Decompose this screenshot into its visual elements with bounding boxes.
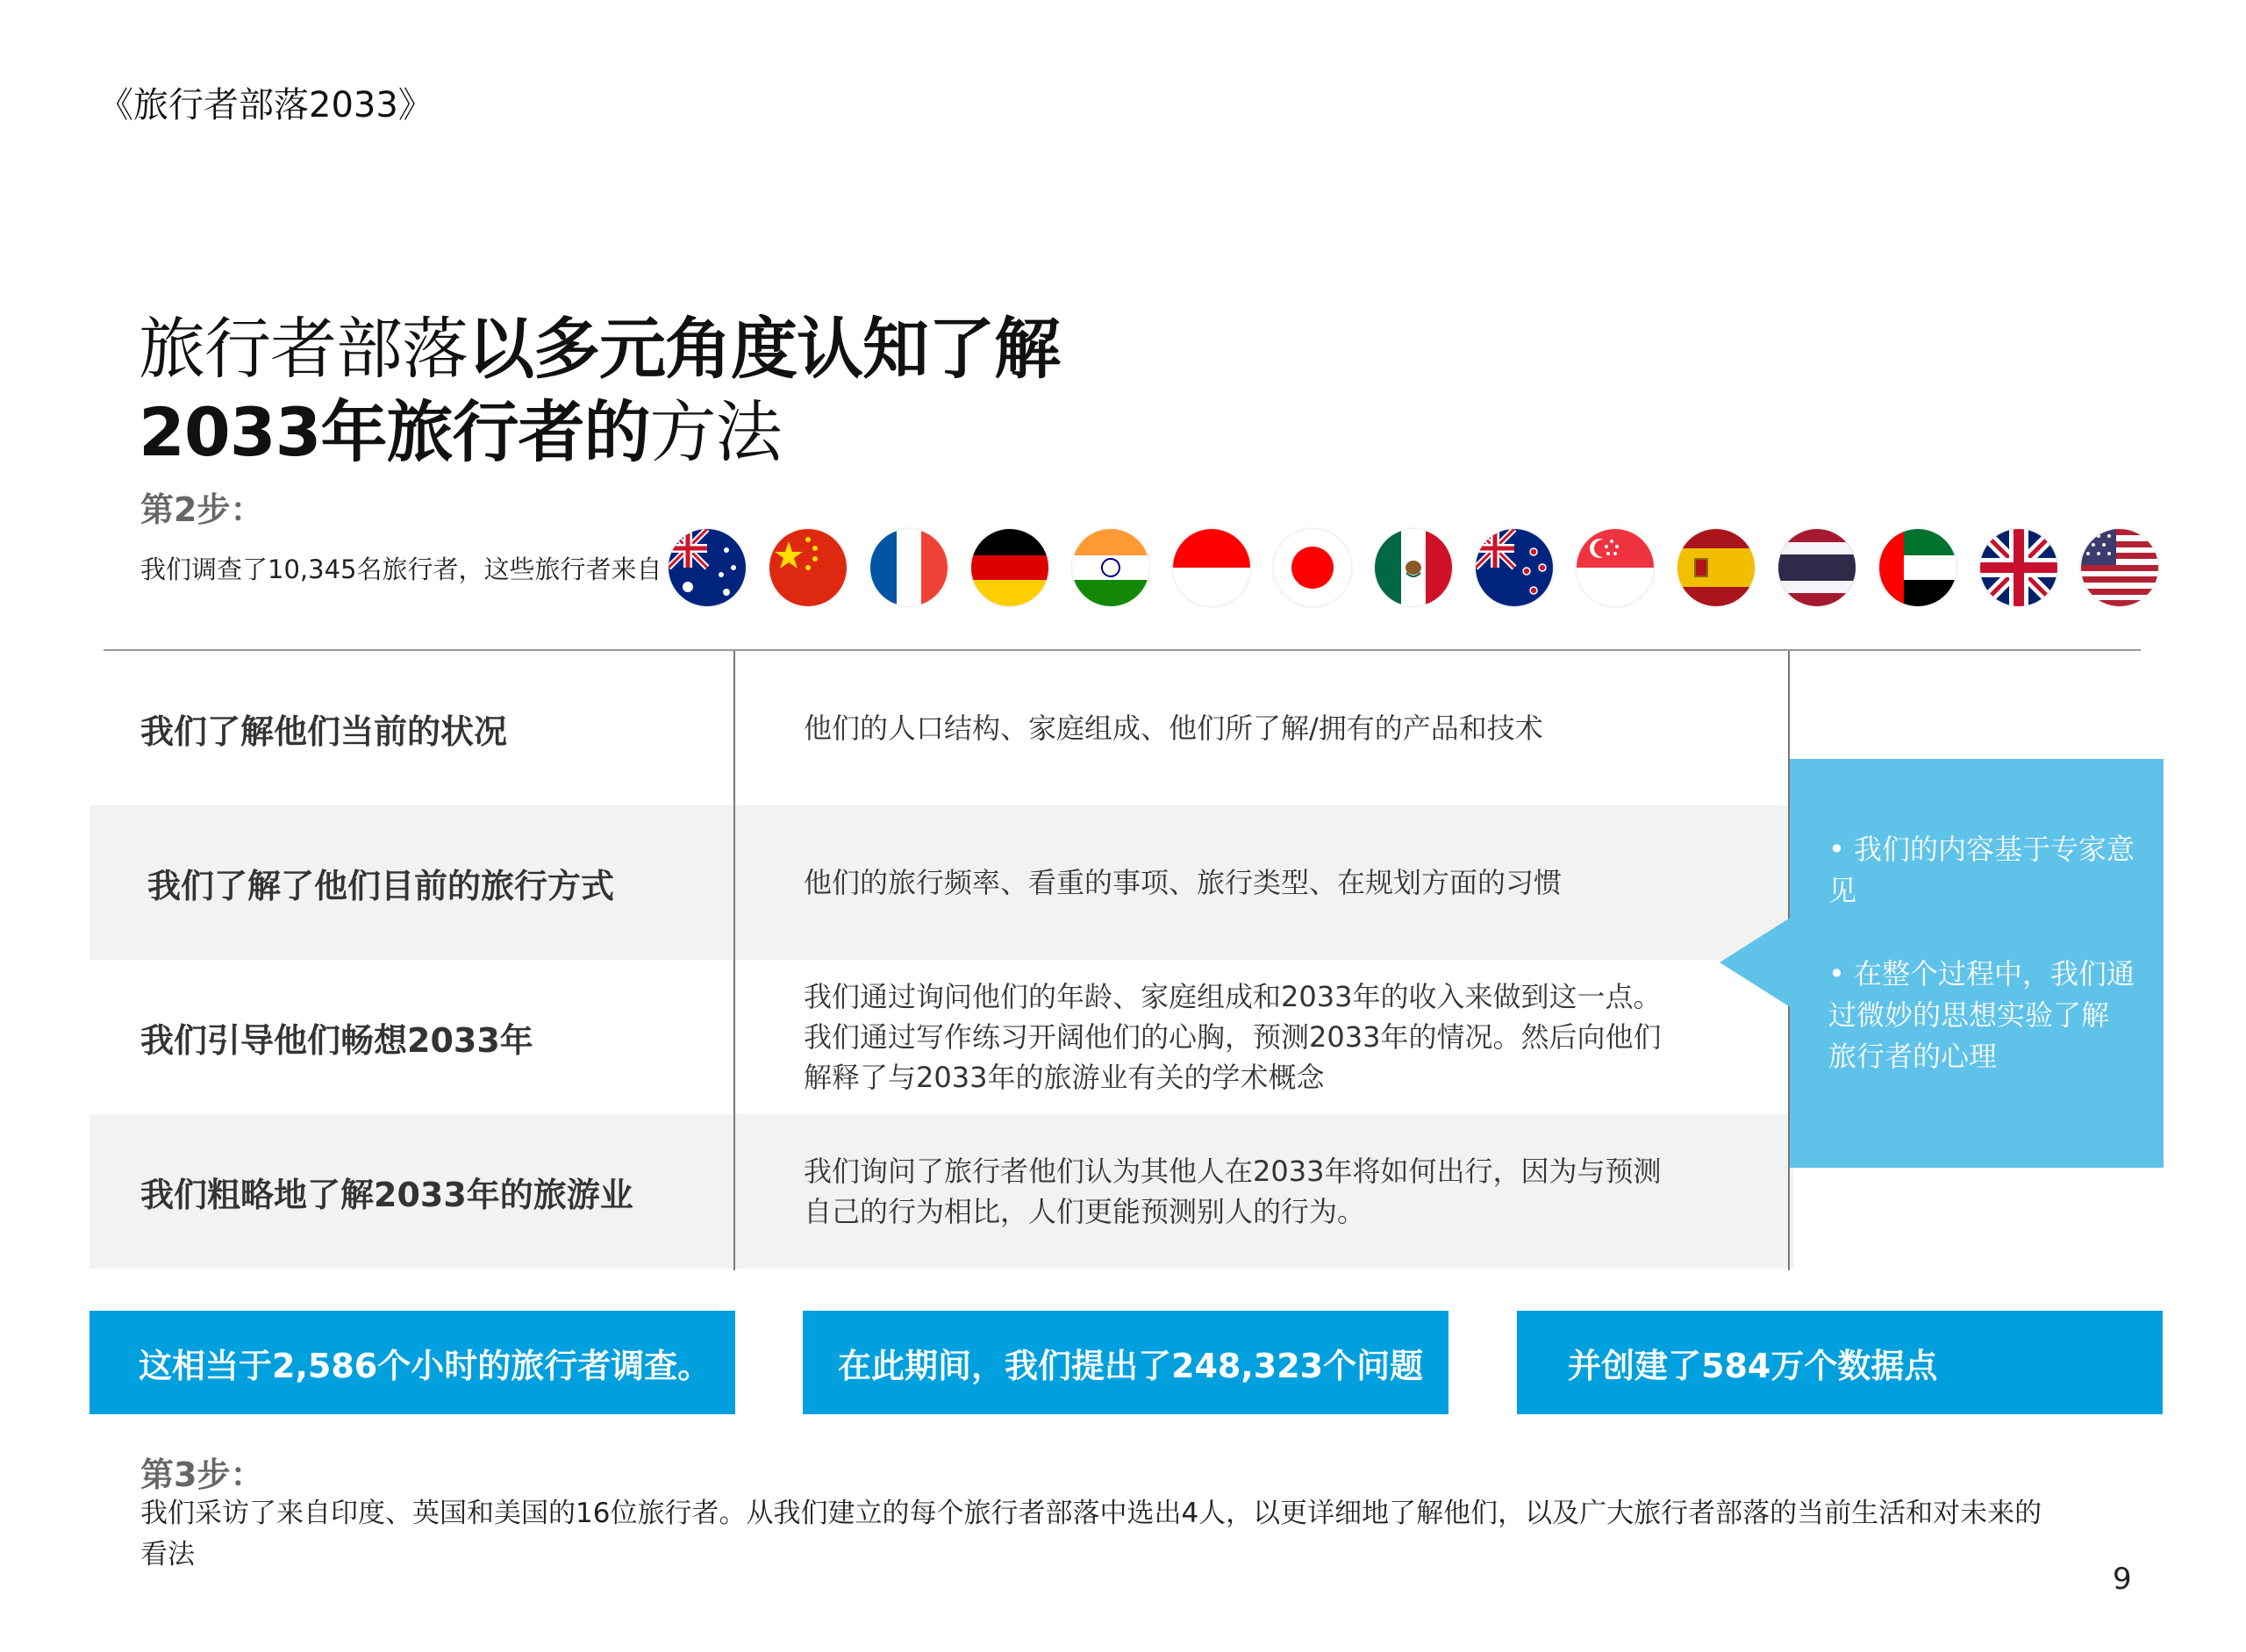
expert-callout: [1790, 759, 2164, 1168]
thailand-flag-icon: [1778, 529, 1856, 606]
france-flag-icon: [870, 529, 948, 606]
method-row: [89, 1114, 1793, 1269]
page-headline: [139, 307, 1060, 474]
germany-flag-icon: [971, 529, 1048, 606]
uk-flag-icon: [1980, 529, 2057, 606]
india-flag-icon: [1072, 529, 1149, 606]
spain-flag-icon: [1677, 529, 1755, 606]
uae-flag-icon: [1879, 529, 1956, 606]
headline-part: 旅行者部落: [139, 310, 468, 388]
mexico-flag-icon: [1375, 529, 1452, 606]
step3-label: 第3步：: [140, 1455, 264, 1494]
headline-part: 以多元角度认知了解: [468, 310, 1060, 388]
row-label: 我们了解了他们目前的旅行方式: [147, 866, 615, 905]
singapore-flag-icon: [1577, 529, 1654, 606]
row-label: 我们引导他们畅想2033年: [140, 1020, 533, 1060]
callout-bullet: • 在整个过程中，我们通过微妙的思想实验了解旅行者的心理: [1828, 957, 2135, 1073]
stat-box-hours: 这相当于2,586个小时的旅行者调查。: [89, 1311, 735, 1414]
row-description: 我们询问了旅行者他们认为其他人在2033年将如何出行，因为与预测 自己的行为相比，人们更能预测别人的行为。: [804, 1155, 1662, 1228]
country-flags: [669, 529, 2151, 608]
method-row: [89, 805, 1793, 960]
australia-flag-icon: [669, 529, 746, 606]
new-zealand-flag-icon: [1476, 529, 1553, 606]
usa-flag-icon: [2081, 529, 2158, 606]
headline-part: 2033年旅行者的: [139, 393, 650, 471]
column-divider: [733, 651, 735, 1270]
headline-part: 方法: [649, 393, 782, 471]
china-flag-icon: [769, 529, 847, 606]
step3-text: 我们采访了来自印度、英国和美国的16位旅行者。从我们建立的每个旅行者部落中选出4人，以更详细地了解他们，以及广大旅行者部落的当前生活和对未来的看法: [140, 1498, 2042, 1570]
page-number: 9: [2113, 1562, 2132, 1597]
row-description: 我们通过询问他们的年龄、家庭组成和2033年的收入来做到这一点。 我们通过写作练习开阔他们的心胸，预测2033年的情况。然后向他们 解释了与2033年的旅游业有关的学术概念: [804, 980, 1662, 1094]
step2-label: 第2步：: [140, 490, 264, 529]
callout-bullet: • 我们的内容基于专家意见: [1828, 833, 2135, 907]
stat-box-datapoints: 并创建了584万个数据点: [1517, 1311, 2163, 1414]
row-label: 我们粗略地了解2033年的旅游业: [140, 1175, 633, 1214]
method-row: [89, 960, 1793, 1114]
document-title: 《旅行者部落2033》: [98, 85, 433, 125]
row-description: 他们的旅行频率、看重的事项、旅行类型、在规划方面的习惯: [804, 866, 1563, 899]
callout-pointer: [1720, 917, 1792, 1008]
method-row: [89, 651, 1793, 805]
indonesia-flag-icon: [1173, 529, 1250, 606]
stat-box-questions: 在此期间，我们提出了248,323个问题: [803, 1311, 1448, 1414]
survey-text: 我们调查了10,345名旅行者，这些旅行者来自: [140, 554, 662, 584]
row-description: 他们的人口结构、家庭组成、他们所了解/拥有的产品和技术: [804, 712, 1543, 745]
row-label: 我们了解他们当前的状况: [140, 712, 508, 751]
japan-flag-icon: [1274, 529, 1351, 606]
